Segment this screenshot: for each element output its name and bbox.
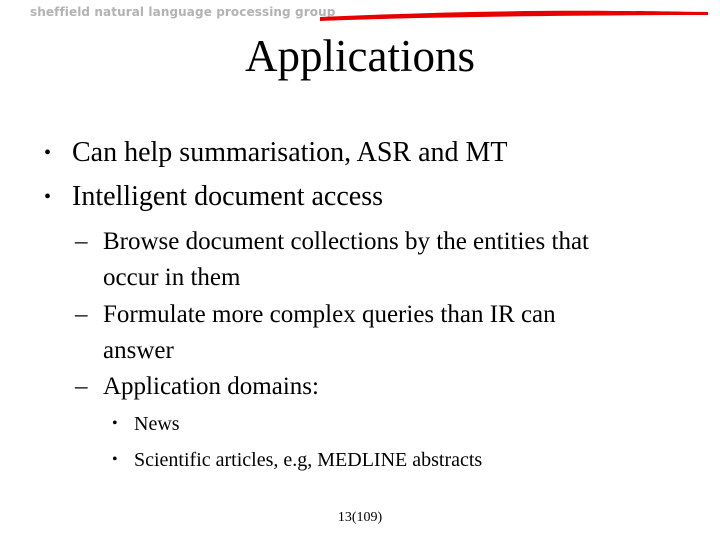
bullet-item (44, 180, 383, 214)
sub-sub-bullet-dot: • (112, 415, 118, 432)
bullet-item (44, 136, 508, 170)
swoosh-stroke (320, 11, 708, 21)
sub-bullet-line: Browse document collections by the entities that (103, 228, 589, 255)
sub-bullet-dash: – (75, 373, 88, 400)
sub-bullet-dash: – (75, 301, 88, 328)
sub-bullet-dash: – (75, 228, 88, 255)
sub-bullet-item (75, 369, 319, 405)
bullet-text: Intelligent document access (72, 181, 383, 212)
sub-sub-bullet-text: News (134, 413, 180, 435)
sub-bullet-item (75, 297, 556, 369)
sub-bullet-item (75, 224, 589, 296)
sub-bullet-line: answer (103, 337, 174, 364)
brand-swoosh (318, 4, 710, 24)
slide-title: Applications (245, 31, 475, 81)
sub-bullet-line: Formulate more complex queries than IR can (103, 301, 556, 328)
bullet-dot: • (44, 142, 52, 164)
sub-bullet-line: occur in them (103, 264, 241, 291)
brand-name: sheffield natural language processing group (30, 5, 336, 19)
bullet-dot: • (44, 186, 52, 208)
sub-sub-bullet-text: Scientific articles, e.g, MEDLINE abstracts (134, 449, 483, 471)
page-number: 13(109) (337, 510, 383, 525)
sub-sub-bullet-dot: • (112, 451, 118, 468)
sub-sub-bullet-item (112, 410, 180, 438)
header-banner (0, 0, 720, 30)
bullet-text: Can help summarisation, ASR and MT (72, 137, 508, 168)
sub-bullet-line: Application domains: (103, 373, 319, 400)
sub-sub-bullet-item (112, 446, 483, 474)
